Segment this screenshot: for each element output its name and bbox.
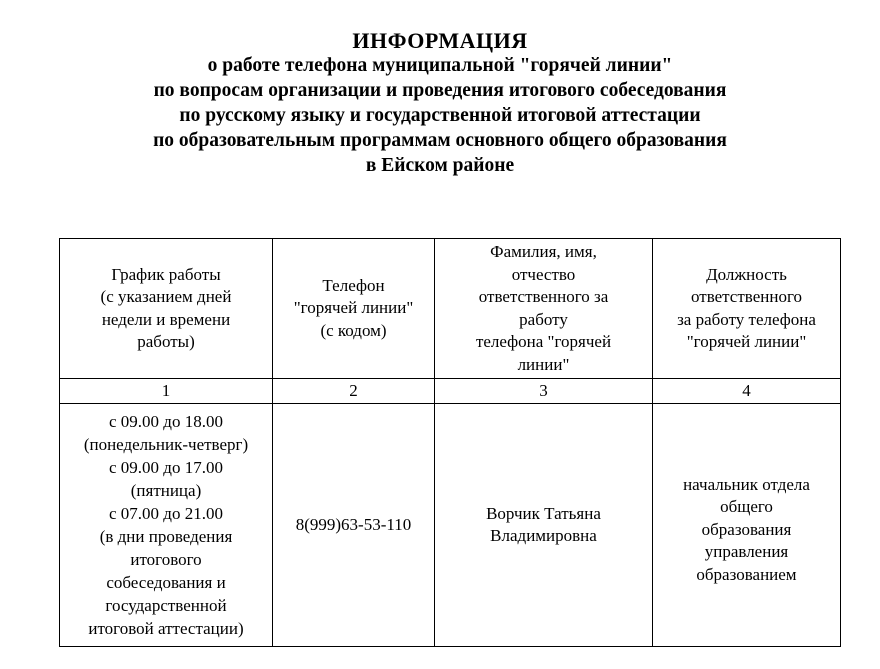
column-header-name: Фамилия, имя, отчество ответственного за работу телефона "горячей линии" [435, 239, 653, 379]
header-line: о работе телефона муниципальной "горячей линии" [207, 55, 673, 76]
document-header [0, 28, 880, 178]
header-line: по вопросам организации и проведения итогового собеседования [153, 80, 727, 101]
column-header-schedule: График работы (с указанием дней недели и времени работы) [60, 239, 273, 379]
header-line: по русскому языку и государственной итоговой аттестации [179, 105, 701, 126]
header-line: по образовательным программам основного общего образования [153, 130, 727, 151]
document-title: ИНФОРМАЦИЯ [352, 28, 528, 53]
column-number: 3 [435, 379, 653, 404]
column-number: 2 [273, 379, 435, 404]
header-line: в Ейском районе [365, 155, 515, 176]
phone-cell: 8(999)63-53-110 [273, 404, 435, 647]
name-cell: Ворчик Татьяна Владимировна [435, 404, 653, 647]
column-number-row [60, 379, 841, 404]
schedule-cell: с 09.00 до 18.00 (понедельник-четверг) с 09.00 до 17.00 (пятница) с 07.00 до 21.00 (в дни проведения итогового собеседования и государственной итоговой аттестации) [60, 404, 273, 647]
column-number: 1 [60, 379, 273, 404]
column-header-position: Должность ответственного за работу телефона "горячей линии" [653, 239, 841, 379]
table-row [60, 404, 841, 647]
table-header-row [60, 239, 841, 379]
column-number: 4 [653, 379, 841, 404]
hotline-info-table [59, 238, 841, 647]
position-cell: начальник отдела общего образования управления образованием [653, 404, 841, 647]
column-header-phone: Телефон "горячей линии" (с кодом) [273, 239, 435, 379]
